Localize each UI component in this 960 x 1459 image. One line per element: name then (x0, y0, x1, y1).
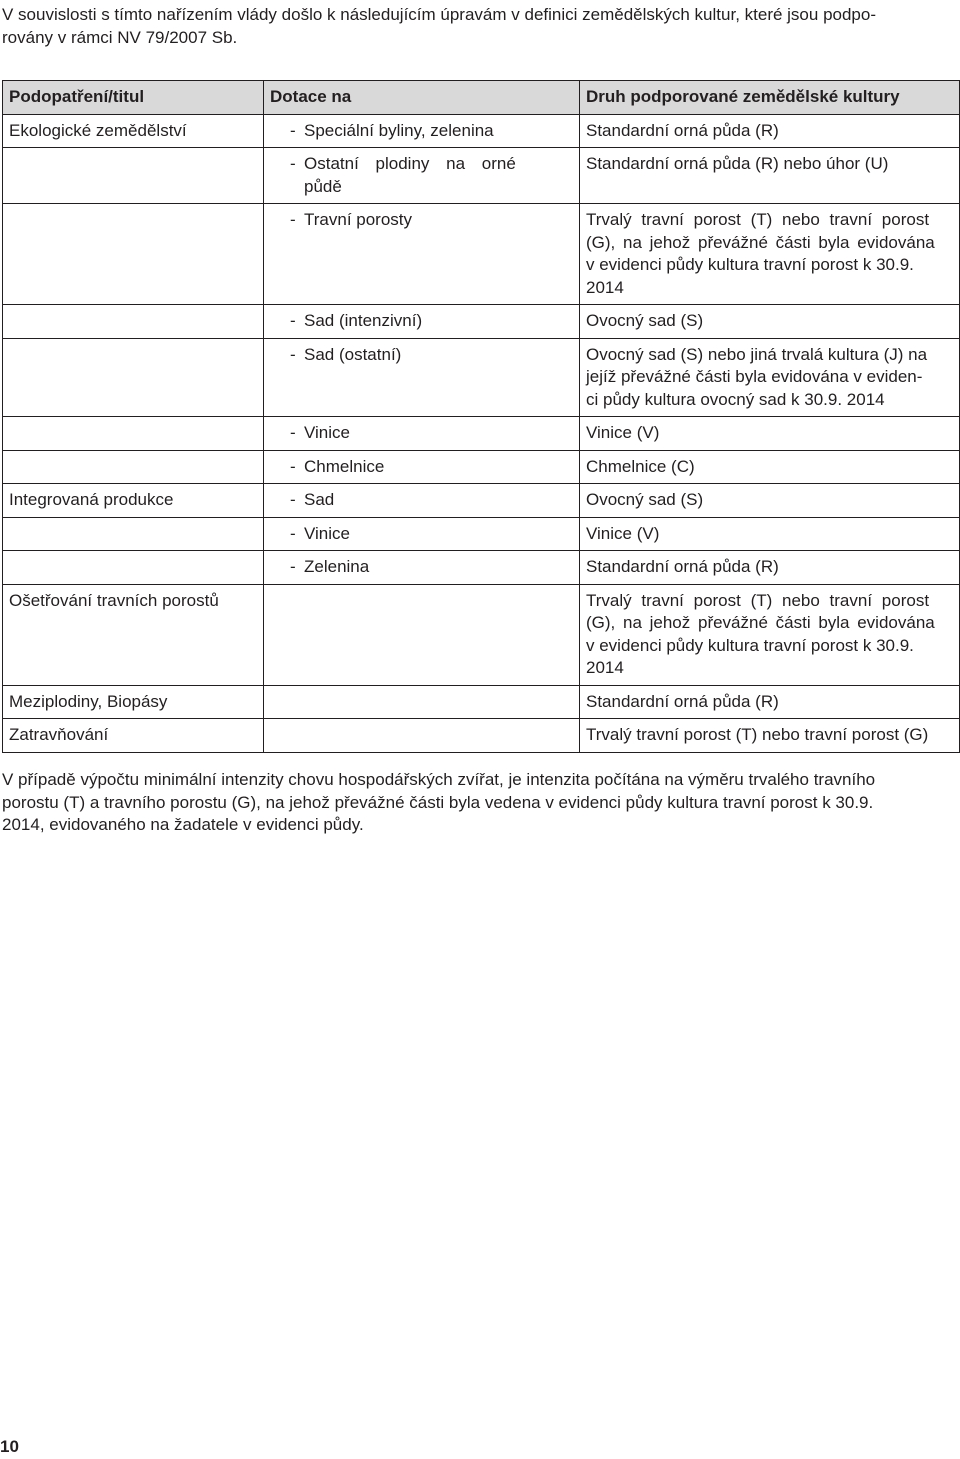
dash-marker: - (290, 456, 296, 476)
culture-text: Chmelnice (C) (586, 456, 695, 476)
outro-line: V případě výpočtu minimální intenzity chovu hospodářských zvířat, je intenzita počítána na výměru trvalého travního (2, 770, 876, 789)
subsidy-cell (264, 338, 580, 417)
culture-cell (580, 685, 960, 719)
measure-cell: Integrovaná produkce (3, 484, 264, 518)
subsidy-text: Chmelnice (304, 456, 385, 476)
dash-marker: - (290, 523, 296, 543)
dash-marker: - (290, 311, 296, 330)
subsidy-text: Zelenina (304, 557, 370, 576)
header-subsidy: Dotace na (264, 81, 580, 115)
culture-text: Trvalý travní porost (T) nebo travní porost (G) (586, 725, 929, 744)
dash-marker: - (290, 154, 296, 173)
table-row (3, 417, 960, 451)
measure-cell (3, 305, 264, 339)
intro-line: V souvislosti s tímto nařízením vlády došlo k následujícím úpravám v definici zemědělských kultur, které jsou podpo- (2, 5, 876, 24)
subsidy-cell (264, 148, 580, 204)
culture-cell (580, 584, 960, 685)
culture-cell (580, 305, 960, 339)
subsidy-text: Speciální byliny, zelenina (304, 120, 494, 140)
culture-cell (580, 517, 960, 551)
measure-cell (3, 338, 264, 417)
dash-marker: - (290, 557, 296, 576)
culture-cell (580, 551, 960, 585)
culture-cell (580, 148, 960, 204)
culture-cell (580, 338, 960, 417)
subsidy-text: Sad (intenzivní) (304, 311, 423, 330)
subsidy-text: Travní porosty (304, 210, 413, 229)
table-row (3, 517, 960, 551)
culture-text: Ovocný sad (S) (586, 490, 704, 509)
subsidy-text: Vinice (304, 523, 350, 543)
culture-line: v evidenci půdy kultura travní porost k 30.9. (586, 635, 914, 655)
culture-line: (G), na jehož převážné části byla evidována (586, 613, 935, 632)
subsidy-text: Ostatní plodiny na orné (304, 154, 516, 173)
culture-line: Ovocný sad (S) nebo jiná trvalá kultura (J) na (586, 344, 928, 364)
header-measure: Podopatření/titul (3, 81, 264, 115)
table-row (3, 719, 960, 753)
culture-text: Vinice (V) (586, 423, 660, 442)
table-row (3, 584, 960, 685)
subsidy-cell (264, 719, 580, 753)
subsidy-cell (264, 450, 580, 484)
dash-marker: - (290, 344, 296, 364)
page-number: 10 (0, 1437, 19, 1456)
table-row (3, 114, 960, 148)
measure-cell: Ekologické zemědělství (3, 114, 264, 148)
culture-text: Standardní orná půda (R) nebo úhor (U) (586, 154, 889, 173)
culture-text: Vinice (V) (586, 523, 660, 543)
subsidy-text: Vinice (304, 423, 350, 442)
subsidy-cell (264, 517, 580, 551)
culture-line: v evidenci půdy kultura travní porost k 30.9. (586, 255, 914, 274)
measure-cell (3, 517, 264, 551)
culture-cell (580, 114, 960, 148)
culture-line: Trvalý travní porost (T) nebo travní porost (586, 590, 930, 610)
culture-cell (580, 417, 960, 451)
table-row (3, 204, 960, 305)
culture-cell (580, 450, 960, 484)
culture-definition-table (2, 80, 960, 753)
table-row (3, 305, 960, 339)
table-row (3, 450, 960, 484)
table-row (3, 685, 960, 719)
culture-line: jejíž převážné části byla evidována v eviden- (586, 367, 923, 386)
table-row (3, 338, 960, 417)
measure-cell (3, 551, 264, 585)
dash-marker: - (290, 490, 296, 509)
culture-cell (580, 204, 960, 305)
measure-cell (3, 148, 264, 204)
dash-marker: - (290, 120, 296, 140)
culture-line: 2014 (586, 277, 624, 297)
measure-cell: Ošetřování travních porostů (3, 584, 264, 685)
culture-line: Trvalý travní porost (T) nebo travní porost (586, 210, 930, 229)
culture-line: ci půdy kultura ovocný sad k 30.9. 2014 (586, 389, 885, 409)
table-header-row (3, 81, 960, 115)
table-row (3, 551, 960, 585)
dash-marker: - (290, 210, 296, 229)
measure-cell (3, 450, 264, 484)
culture-cell (580, 484, 960, 518)
subsidy-text: půdě (304, 176, 342, 196)
subsidy-text: Sad (ostatní) (304, 344, 402, 364)
culture-line: 2014 (586, 658, 624, 677)
culture-text: Standardní orná půda (R) (586, 557, 779, 576)
outro-line: porostu (T) a travního porostu (G), na jehož převážné části byla vedena v evidenci půdy kultura travní porost k 30.9. (2, 792, 874, 812)
subsidy-cell (264, 114, 580, 148)
outro-line: 2014, evidovaného na žadatele v evidenci půdy. (2, 815, 364, 834)
subsidy-cell (264, 204, 580, 305)
measure-cell: Zatravňování (3, 719, 264, 753)
measure-cell: Meziplodiny, Biopásy (3, 685, 264, 719)
intro-paragraph (2, 4, 952, 49)
subsidy-cell (264, 685, 580, 719)
culture-cell (580, 719, 960, 753)
culture-line: (G), na jehož převážné části byla evidována (586, 232, 935, 252)
closing-paragraph (2, 769, 958, 837)
intro-line: rovány v rámci NV 79/2007 Sb. (2, 27, 238, 47)
culture-text: Standardní orná půda (R) (586, 120, 779, 140)
measure-cell (3, 204, 264, 305)
subsidy-text: Sad (304, 490, 335, 509)
subsidy-cell (264, 484, 580, 518)
header-culture: Druh podporované zemědělské kultury (580, 81, 960, 115)
culture-text: Standardní orná půda (R) (586, 691, 779, 711)
dash-marker: - (290, 423, 296, 442)
table-row (3, 148, 960, 204)
subsidy-cell (264, 551, 580, 585)
subsidy-cell (264, 305, 580, 339)
measure-cell (3, 417, 264, 451)
culture-text: Ovocný sad (S) (586, 311, 704, 330)
subsidy-cell (264, 584, 580, 685)
subsidy-cell (264, 417, 580, 451)
table-row (3, 484, 960, 518)
